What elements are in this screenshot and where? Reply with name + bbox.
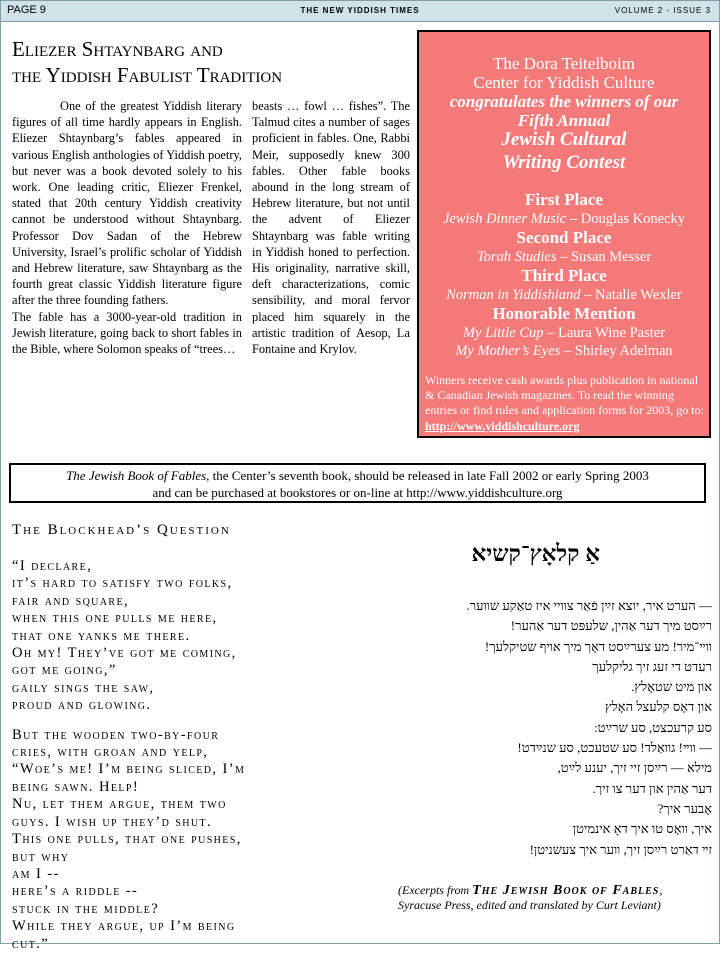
third-place-heading: Third Place [521, 266, 607, 285]
yiddish-poem-line: מילא — רײַסן זיי זיך, יענע לײַט, [557, 760, 712, 776]
poem-line: cries, with groan and yelp, [12, 744, 209, 761]
article-column-1 [12, 98, 242, 357]
volume-issue: VOLUME 2 - ISSUE 3 [614, 6, 711, 15]
poem-line: “Woe’s me! I’m being sliced, I’m [12, 761, 246, 778]
yiddish-poem-line: זײ דאַרט רײַסן זיך, װער איך צעשניטן! [529, 841, 712, 857]
yiddish-poem-line: און מיט שטאָלץ. [631, 679, 712, 695]
yiddish-poem-line: סע קרעכצט, סע שרײַט: [594, 719, 712, 735]
contest-name: Jewish Cultural Writing Contest [501, 129, 627, 173]
yiddish-poem-line: דער אַהין און דער צו זיך. [592, 780, 712, 796]
honorable-mention-heading: Honorable Mention [492, 304, 636, 323]
yiddish-poem-line: אָבער איך? [657, 800, 712, 816]
poem-line: that one yanks me there. [12, 627, 191, 644]
third-place-winner: Norman in Yiddishland – Natalie Wexler [446, 287, 682, 303]
winners-list [419, 190, 709, 360]
contest-announcement-box [417, 30, 711, 438]
newsletter-title: THE NEW YIDDISH TIMES [300, 6, 420, 15]
page-header [1, 1, 719, 22]
page-number: PAGE 9 [7, 4, 46, 16]
poem-line: got me going,” [12, 662, 117, 679]
second-place-heading: Second Place [516, 228, 612, 247]
poem-stanza [12, 558, 382, 715]
poem-line: stuck in the middle? [12, 900, 160, 917]
yiddish-poem-line: איך, װאָס טו איך דאָ אינמיטן [572, 821, 712, 837]
poem-line: But the wooden two-by-four [12, 726, 220, 743]
center-name: The Dora Teitelboim Center for Yiddish Culture congratulates the winners of our Fifth Annual [449, 54, 679, 130]
poem-line: While they argue, up I’m being [12, 918, 236, 935]
poem-line: being sawn. Help! [12, 778, 140, 795]
contest-footer: Winners receive cash awards plus publication in national & Canadian Jewish magazines. To read the winning entries or find rules and application forms for 2003, go to: http://www.yiddishculture.org [425, 373, 704, 433]
poem-stanza [12, 727, 382, 953]
article-title: Eliezer Shtaynbarg and the Yiddish Fabulist Tradition [12, 37, 283, 87]
book-title: The Jewish Book of Fables [66, 468, 207, 483]
article-paragraph: One of the greatest Yiddish literary figures of all time hardly appears in English. Eliezer Shtaynbarg’s fables appeared in various English anthologies of Yiddish poetry, but never was a book devoted solely to his work. One leading critic, Eliezer Frenkel, stated that 20th century Yiddish creativity cannot be understood without Shtaynbarg. Professor Dov Sadan of the Hebrew University, Israel’s prolific scholar of Yiddish and Hebrew literature, saw Shtaynbarg as the fourth great classic Yiddish literature figure after the three founding fathers. [12, 99, 242, 308]
yiddish-poem-title: אַ קלאָץ־קשיא [471, 541, 600, 566]
article-paragraph: beasts … fowl … fishes”. The Talmud cites a number of sages proficient in fables. One, Rabbi Meir, supposedly knew 300 fables. Other fable books abound in the long stream of Hebrew literature, but not until the advent of Eliezer Shtaynbarg was fable writing in Yiddish honed to perfection. His originality, narrative skill, deft characterizations, comic sensibility, and moral fervor placed him squarely in the artistic tradition of Aesop, La Fontaine and Krylov. [252, 99, 410, 357]
poem-line: am I -- [12, 865, 60, 882]
poem-line: guys. I wish up they’d shut. [12, 813, 213, 830]
article-paragraph: The fable has a 3000-year-old tradition in Jewish literature, going back to short fables in the Bible, where Solomon speaks of “trees… [12, 309, 242, 357]
yiddish-poem-line: — הערט איר, יוצא זײַן פֿאַר צװיי איז טאַקע שװער. [466, 598, 712, 613]
honorable-mention-winner: My Little Cup – Laura Wine Paster [462, 325, 666, 341]
yiddish-poem-line: רעדט די זעג זיך גליקלעך [592, 658, 712, 674]
poem-line: Nu, let them argue, them two [12, 796, 227, 813]
book-release-note: The Jewish Book of Fables, the Center’s seventh book, should be released in late Fall 2002 or early Spring 2003 and can be purchased at bookstores or on-line at http://www.yiddishculture.org [9, 463, 706, 503]
poem-line: here’s a riddle -- [12, 883, 139, 900]
poem-english [12, 558, 382, 953]
poem-line: Oh my! They’ve got me coming, [12, 645, 237, 662]
yiddish-poem-line: װײ־מיר! מע צערײַסט דאָך מיך אױף שטיקלעך! [484, 638, 712, 654]
poem-title: The Blockhead’s Question [12, 522, 231, 538]
honorable-mention-winner: My Mother’s Eyes – Shirley Adelman [455, 343, 673, 359]
poem-line: it’s hard to satisfy two folks, [12, 575, 233, 592]
poem-line: fair and square, [12, 592, 130, 609]
second-place-winner: Torah Studies – Susan Messer [476, 249, 652, 265]
poem-line: This one pulls, that one pushes, [12, 831, 242, 848]
poem-line: cut.” [12, 935, 50, 952]
excerpt-credit: (Excerpts from The Jewish Book of Fables, Syracuse Press, edited and translated by Curt Leviant) [398, 883, 663, 912]
yiddish-poem-line: — װײ! גװאַלד! סע שטעכט, סע שנײַדט! [517, 740, 712, 756]
article-column-2 [252, 98, 410, 357]
first-place-winner: Jewish Dinner Music – Douglas Konecky [442, 211, 686, 227]
poem-line: but why [12, 848, 70, 865]
poem-line: gaily sings the saw, [12, 679, 155, 696]
poem-line: when this one pulls me here, [12, 610, 218, 627]
yiddish-poem-line: און דאָס קלעצל האָלץ [604, 699, 712, 715]
yiddish-poem-line: רײַסט מיך דער אַהין, שלעפּט דער אַהער! [510, 618, 712, 634]
first-place-heading: First Place [525, 190, 603, 209]
poem-yiddish [402, 596, 712, 860]
website-link[interactable]: http://www.yiddishculture.org [425, 418, 580, 433]
poem-line: “I declare, [12, 558, 93, 574]
poem-line: proud and glowing. [12, 697, 152, 714]
